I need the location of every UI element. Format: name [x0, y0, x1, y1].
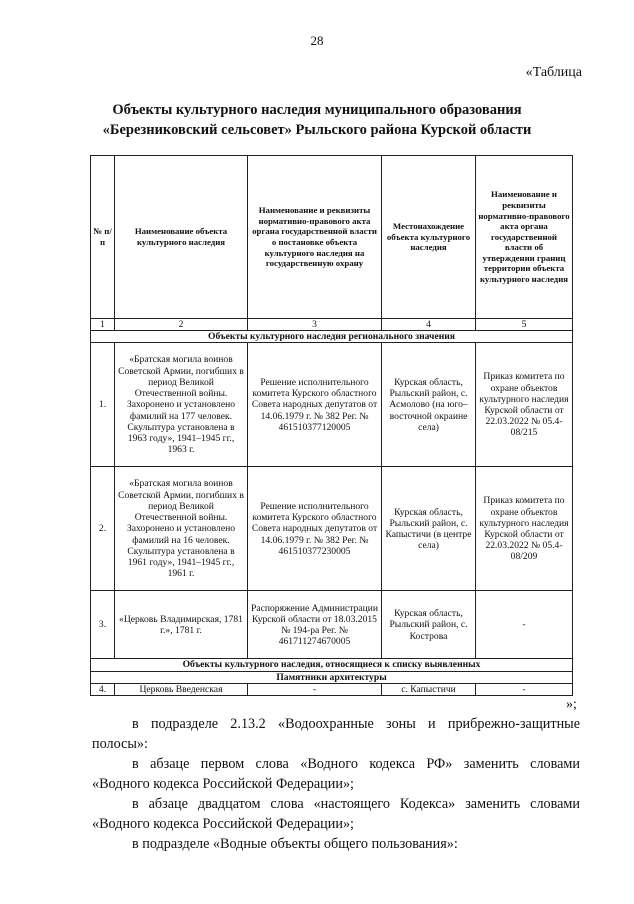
heritage-table — [90, 155, 573, 696]
row-name: «Братская могила воинов Советской Армии, погибших в период Великой Отечественной войны. Захоронено и установлено фамилий на 16 человек. Скульптура установлена в 1961 году», 1941–1945 гг., 1961 г. — [115, 467, 248, 591]
header-boundaries: Наименование и реквизиты нормативно-правового акта органа государственной власти об утверждении границ территории объекта культурного наследия — [476, 156, 573, 319]
paragraph: «Водного кодекса Российской Федерации»; — [92, 776, 354, 792]
row-boundaries: Приказ комитета по охране объектов культурного наследия Курской области от 22.03.2022 № 05.4-08/209 — [476, 467, 573, 591]
section-regional: Объекты культурного наследия регионального значения — [91, 331, 573, 343]
closing-quote: »; — [566, 697, 577, 712]
amendment-text — [92, 714, 580, 854]
table-label: «Таблица — [525, 65, 582, 80]
header-num: № п/п — [91, 156, 115, 319]
paragraph: полосы»: — [92, 736, 148, 752]
row-name: «Церковь Владимирская, 1781 г.», 1781 г. — [115, 591, 248, 659]
row-num: 4. — [91, 683, 115, 695]
column-number: 1 — [91, 319, 115, 331]
row-boundaries: - — [476, 683, 573, 695]
section-row — [91, 331, 573, 343]
column-number: 5 — [476, 319, 573, 331]
row-location: Курская область, Рыльский район, с. Кострова — [382, 591, 476, 659]
header-name: Наименование объекта культурного наследия — [115, 156, 248, 319]
row-requisites: Распоряжение Администрации Курской области от 18.03.2015 № 194-ра Рег. № 461711274670005 — [248, 591, 382, 659]
header-row — [91, 156, 573, 319]
document-title — [0, 100, 634, 140]
row-num: 1. — [91, 343, 115, 467]
header-location: Местонахождение объекта культурного наследия — [382, 156, 476, 319]
paragraph: «Водного кодекса Российской Федерации»; — [92, 816, 354, 832]
paragraph: в подразделе «Водные объекты общего пользования»: — [132, 836, 458, 852]
paragraph: в подразделе 2.13.2 «Водоохранные зоны и прибрежно-защитные — [132, 716, 580, 732]
row-location: с. Капыстичи — [382, 683, 476, 695]
row-name: «Братская могила воинов Советской Армии, погибших в период Великой Отечественной войны. Захоронено и установлено фамилий на 177 человек. Скульптура установлена в 1963 году», 1941–1945 гг., 1963 г. — [115, 343, 248, 467]
subsection-architecture: Памятники архитектуры — [91, 671, 573, 683]
row-location: Курская область, Рыльский район, с. Капыстичи (в центре села) — [382, 467, 476, 591]
section-row — [91, 659, 573, 671]
row-requisites: Решение исполнительного комитета Курского областного Совета народных депутатов от 14.06.1979 г. № 382 Рег. № 461510377120005 — [248, 343, 382, 467]
row-requisites: - — [248, 683, 382, 695]
paragraph: в абзаце двадцатом слова «настоящего Кодекса» заменить словами — [132, 796, 580, 812]
title-line-2: «Березниковский сельсовет» Рыльского района Курской области — [102, 122, 532, 138]
column-number: 2 — [115, 319, 248, 331]
row-num: 2. — [91, 467, 115, 591]
column-number: 4 — [382, 319, 476, 331]
row-name: Церковь Введенская — [115, 683, 248, 695]
column-numbers-row — [91, 319, 573, 331]
row-num: 3. — [91, 591, 115, 659]
table-row — [91, 683, 573, 695]
subsection-row — [91, 671, 573, 683]
section-identified: Объекты культурного наследия, относящиеся к списку выявленных — [91, 659, 573, 671]
row-location: Курская область, Рыльский район, с. Асмолово (на юго–восточной окраине села) — [382, 343, 476, 467]
table-row — [91, 343, 573, 467]
paragraph: в абзаце первом слова «Водного кодекса РФ» заменить словами — [132, 756, 580, 772]
table-row — [91, 591, 573, 659]
table-row — [91, 467, 573, 591]
row-requisites: Решение исполнительного комитета Курского областного Совета народных депутатов от 14.06.1979 г. № 382 Рег. № 461510377230005 — [248, 467, 382, 591]
column-number: 3 — [248, 319, 382, 331]
header-requisites: Наименование и реквизиты нормативно-правового акта органа государственной власти о постановке объекта культурного наследия на государственную охрану — [248, 156, 382, 319]
title-line-1: Объекты культурного наследия муниципального образования — [112, 102, 522, 118]
row-boundaries: - — [476, 591, 573, 659]
page-number: 28 — [310, 33, 324, 48]
row-boundaries: Приказ комитета по охране объектов культурного наследия Курской области от 22.03.2022 № 05.4-08/215 — [476, 343, 573, 467]
